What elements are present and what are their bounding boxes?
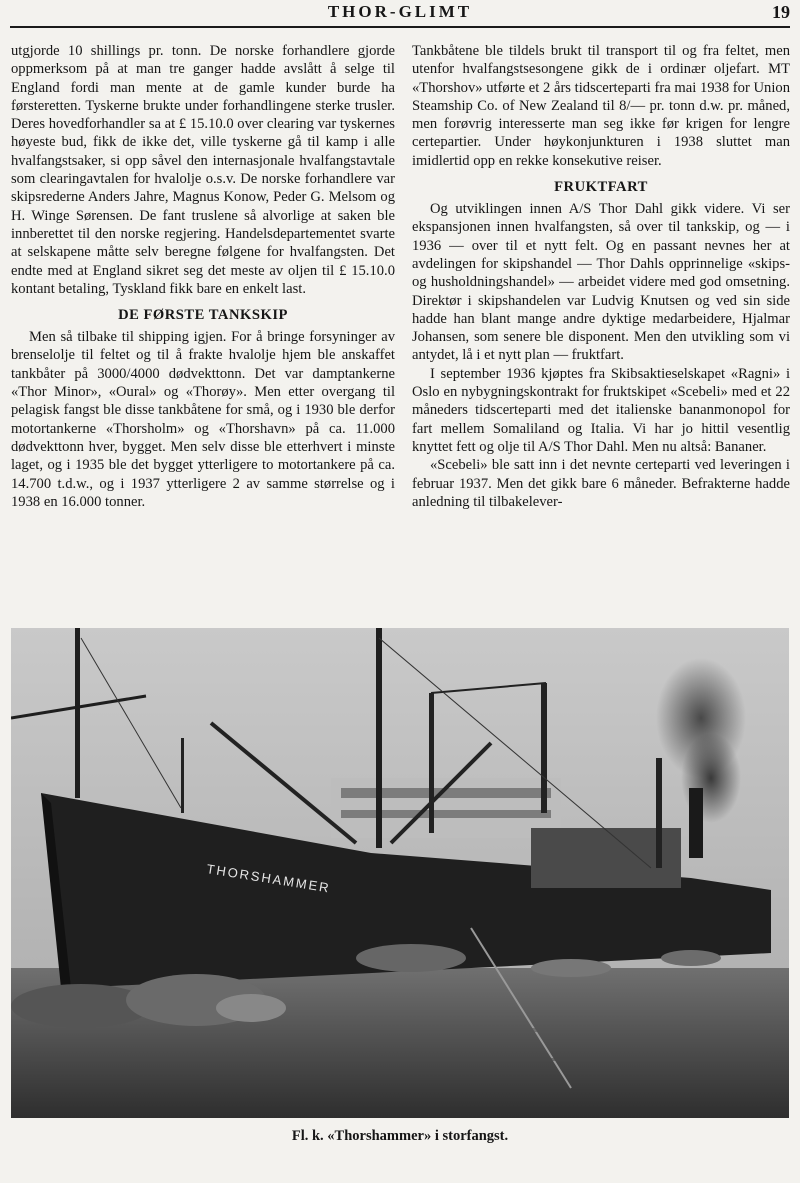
- ship-photograph: [11, 628, 789, 1118]
- paragraph: utgjorde 10 shillings pr. tonn. De norske forhandlere gjorde oppmerksom på at man tre ganger hadde avslått å selge til England fordi man mente at de gamle kunder burde ha førsteretten. Tyskerne brukte under forhandlingene sterke trusler. Deres hovedforhandler sa at £ 15.10.0 over clearing var tyskernes høyeste bud, fikk de ikke det, ville tyskerne gå til kamp i alle hvalfangstsaker, si opp såvel den internasjonale hvalfangstavtale som clearingavtalen for hvalolje o.s.v. De norske forhandlere var skipsrederne Anders Jahre, Magnus Konow, Peder G. Melsom og H. Winge Sørensen. De fant truslene så alvorlige at saken ble innberettet til den norske regjering. Handelsdepartementet svarte at selskapene måtte selv beregne følgene for hvalfangsten. Det endte med at England sikret seg det meste av oljen til £ 15.10.0 kontant betaling, Tyskland fikk bare en enkelt last.: [11, 43, 395, 297]
- section-heading: FRUKTFART: [554, 179, 648, 196]
- paragraph: «Scebeli» ble satt inn i det nevnte certeparti ved leveringen i februar 1937. Men det gikk bare 6 måneder. Befrakterne hadde anledning til tilbakelever-: [412, 457, 790, 510]
- right-column: [412, 42, 790, 511]
- running-title: THOR-GLIMT: [327, 2, 473, 21]
- page-header: [10, 0, 790, 28]
- section-heading: DE FØRSTE TANKSKIP: [118, 307, 288, 324]
- paragraph: Tankbåtene ble tildels brukt til transport til og fra feltet, men utenfor hvalfangstsesongene gikk de i ordinær oljefart. MT «Thorshov» utførte et 2 års tidscerteparti fra mai 1938 for Union Steamship Co. of New Zealand til 8/— pr. tonn d.w. pr. måned, men forøvrig interesserte man seg ikke før krigen for lengre certepartier. Under høykonjunkturen i 1938 sluttet man imidlertid opp en rekke konsekutive reiser.: [412, 43, 790, 169]
- paragraph: Og utviklingen innen A/S Thor Dahl gikk videre. Vi ser ekspansjonen innen hvalfangsten, så over til tankskip, og — i 1936 — over til et nytt felt. Og en passant nevnes her at avdelingen for skipshandel — Thor Dahls opprinnelige «skips- og husholdningshandel» — arbeidet videre med god omsetning. Direktør i skipshandelen var Ludvig Knutsen og ved sin side hadde han blant mange andre dyktige medarbeidere, Hjalmar Johansen, som senere ble disponent. Men den utvikling som vi antydet, lå i et nytt plan — fruktfart.: [412, 201, 790, 364]
- page-number: 19: [772, 2, 790, 22]
- photo-caption: Fl. k. «Thorshammer» i storfangst.: [291, 1128, 509, 1144]
- paragraph: Men så tilbake til shipping igjen. For å bringe forsyninger av brenselolje til feltet og til å frakte hvalolje hjem ble anskaffet tankbåter på 3000/4000 dødvekttonn. Det var damptankerne «Thor Minor», «Oural» og «Thorøy». Men etter overgang til pelagisk fangst ble disse tankbåtene for små, og i 1930 ble derfor motortankerne «Thorsholm» og «Thorshavn» på ca. 11.000 dødvekttonn hver, bygget. Men selv disse ble etterhvert i minste laget, og i 1935 ble det bygget ytterligere to motortankere på ca. 14.700 t.d.w., og i 1937 ytterligere 2 av samme størrelse og i 1938 en 16.000 tonner.: [11, 329, 395, 510]
- ship-photo-illustration: [11, 628, 789, 1118]
- left-column: [11, 42, 395, 511]
- paragraph: I september 1936 kjøptes fra Skibsaktieselskapet «Ragni» i Oslo en nybygningskontrakt for fruktskipet «Scebeli» med et 22 måneders tidscerteparti med det italienske bananmonopol for fart mellem Somaliland og Italia. Vi har jo hittil vesentlig knyttet fett og olje til A/S Thor Dahl. Men nu altså: Bananer.: [412, 365, 790, 455]
- hull-name: THORSHAMMER: [205, 861, 332, 896]
